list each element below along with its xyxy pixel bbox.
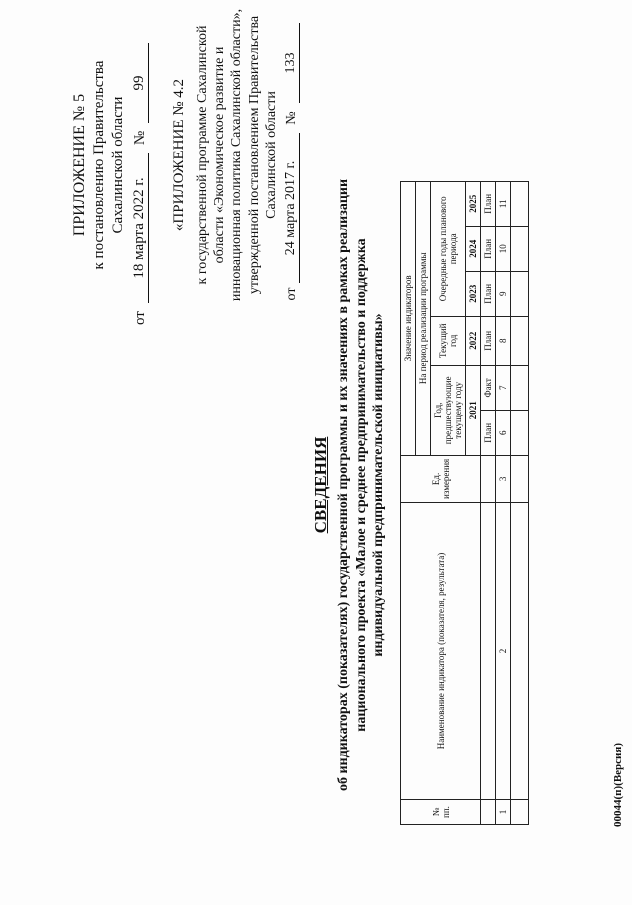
from-label: от xyxy=(283,287,299,301)
num-cell-6: 6 xyxy=(496,410,511,455)
year-2022: 2022 xyxy=(466,316,481,365)
indicators-table xyxy=(400,181,529,825)
appendix-42-date-row xyxy=(282,5,300,305)
appendix-5-date-row xyxy=(130,5,150,325)
sub-plan-2022: План xyxy=(481,316,496,365)
heading-line2: национального проекта «Малое и среднее предпринимательство и поддержка xyxy=(353,238,369,732)
appendix-42-title: «ПРИЛОЖЕНИЕ № 4.2 xyxy=(171,78,187,232)
year-2025: 2025 xyxy=(466,181,481,226)
document-heading xyxy=(310,125,388,845)
appendix-42-text: к государственной программе Сахалинской области «Экономическое развитие и инновационная политика Сахалинской области», утвержденной постановлением Правительства Сахалинской области xyxy=(195,8,279,302)
appendix-5-block xyxy=(70,5,149,325)
num-cell-3: 3 xyxy=(496,455,511,502)
col-next-header: Очередные годы планового периода xyxy=(431,181,466,316)
appendix-42-number: 133 xyxy=(282,23,300,103)
col-period-header: На период реализации программы xyxy=(416,181,431,455)
col-num-header: № пп. xyxy=(401,800,481,825)
heading-line3: индивидуальной предпринимательской инициативы» xyxy=(371,313,387,657)
sub-plan-2025: План xyxy=(481,181,496,226)
year-2023: 2023 xyxy=(466,271,481,316)
footer-version: 00044(п)(Версия) xyxy=(612,743,624,827)
appendix-5-date: 18 марта 2022 г. xyxy=(130,153,150,303)
appendix-5-line2: Сахалинской области xyxy=(109,96,126,234)
col-values-header: Значение индикаторов xyxy=(401,181,416,455)
num-cell-10: 10 xyxy=(496,226,511,271)
appendix-42-block xyxy=(170,5,300,305)
from-label: от xyxy=(131,311,148,325)
heading-title: СВЕДЕНИЯ xyxy=(311,436,330,534)
appendix-42-date: 24 марта 2017 г. xyxy=(282,133,300,283)
sub-fact-2021: Факт xyxy=(481,365,496,410)
num-cell-7: 7 xyxy=(496,365,511,410)
col-current-header: Текущий год xyxy=(431,316,466,365)
sub-plan-2024: План xyxy=(481,226,496,271)
num-cell-8: 8 xyxy=(496,316,511,365)
col-name-header: Наименование индикатора (показателя, результата) xyxy=(401,503,481,800)
number-label: № xyxy=(131,130,148,146)
col-unit-header: Ед. измерения xyxy=(401,455,481,502)
appendix-5-line1: к постановлению Правительства xyxy=(91,60,107,270)
number-label: № xyxy=(283,111,299,125)
appendix-5-number: 99 xyxy=(130,43,150,123)
num-cell-2: 2 xyxy=(496,503,511,800)
num-cell-9: 9 xyxy=(496,271,511,316)
col-prev-header: Год, предшествующие текущему году xyxy=(431,365,466,455)
sub-plan-2023: План xyxy=(481,271,496,316)
num-cell-1: 1 xyxy=(496,800,511,825)
num-cell-11: 11 xyxy=(496,181,511,226)
year-2024: 2024 xyxy=(466,226,481,271)
heading-line1: об индикаторах (показателях) государственной программы и их значениях в рамках реализации xyxy=(336,178,352,792)
sub-plan-2021: План xyxy=(481,410,496,455)
appendix-5-title: ПРИЛОЖЕНИЕ № 5 xyxy=(71,93,88,237)
year-2021: 2021 xyxy=(466,365,481,455)
